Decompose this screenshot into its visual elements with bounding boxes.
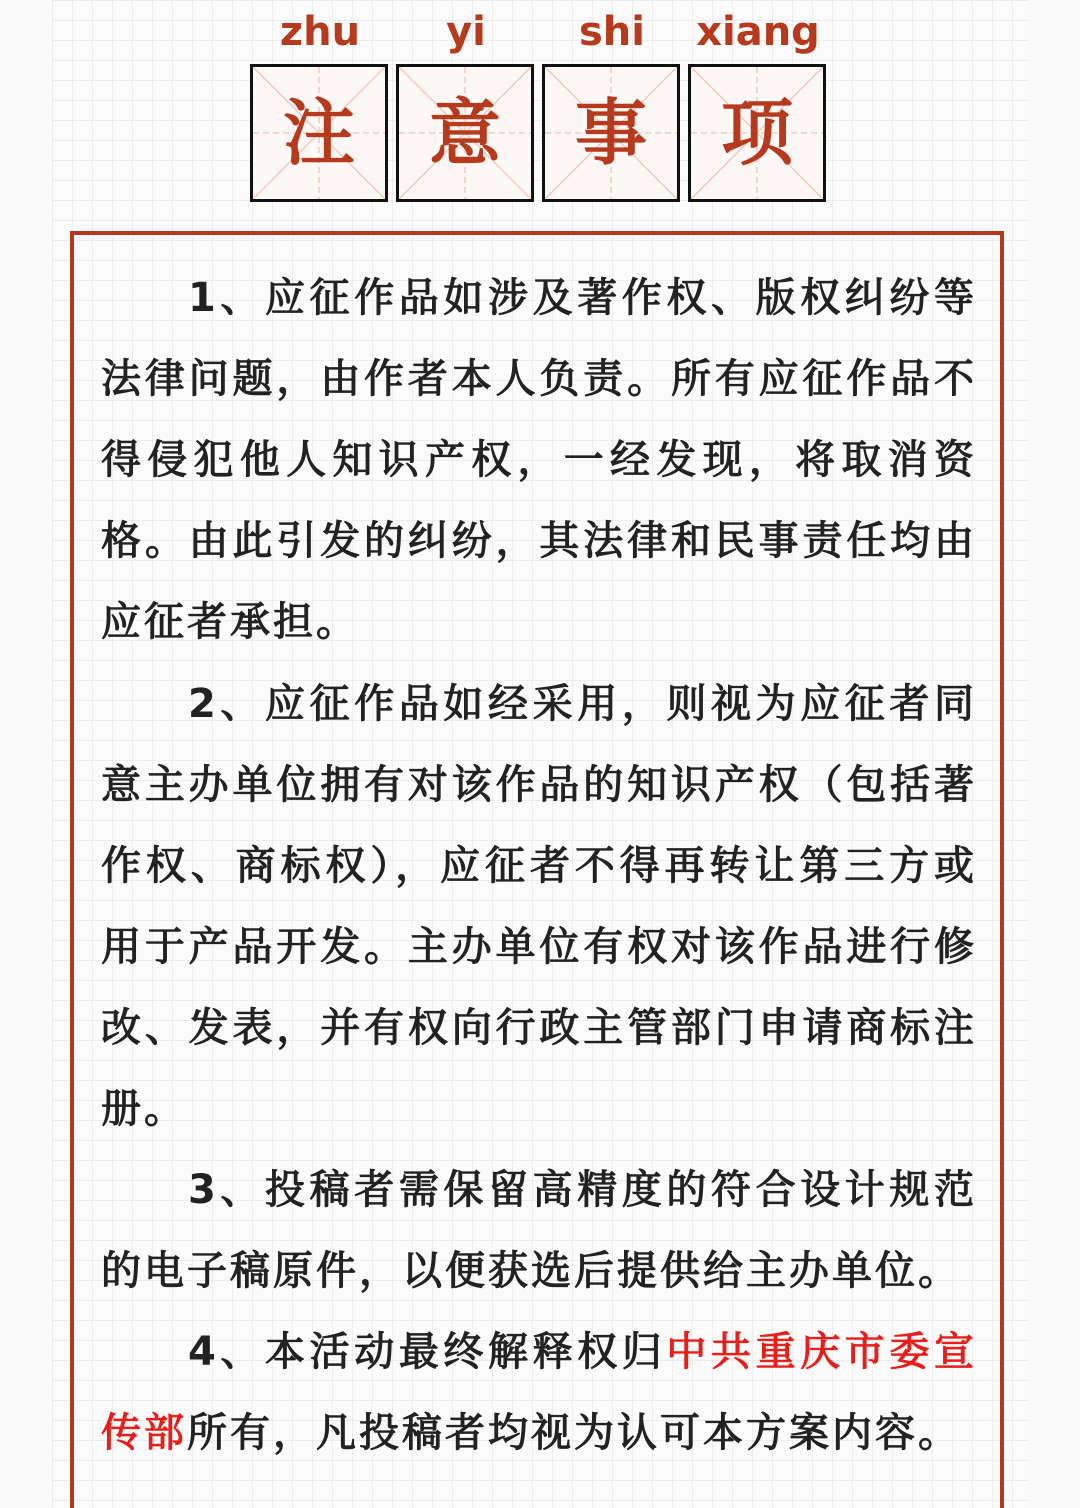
char-box-3 <box>542 64 680 202</box>
pinyin-2: yi <box>446 9 486 55</box>
organizer-highlight: 中共重庆市委宣传部 <box>101 1329 977 1456</box>
notice-item-1-text: 1、应征作品如涉及著作权、版权纠纷等法律问题，由作者本人负责。所有应征作品不得侵犯他人知识产权，一经发现，将取消资格。由此引发的纠纷，其法律和民事责任均由应征者承担。 <box>101 275 977 645</box>
notice-item-3 <box>101 1150 977 1312</box>
notice-item-3-text: 3、投稿者需保留高精度的符合设计规范的电子稿原件，以便获选后提供给主办单位。 <box>101 1167 977 1294</box>
notice-item-1 <box>101 258 977 663</box>
pinyin-1: zhu <box>279 9 361 55</box>
pinyin-row <box>250 4 830 60</box>
char-box-2 <box>396 64 534 202</box>
notice-item-4-text-before: 4、本活动最终解释权归 <box>188 1329 667 1375</box>
notice-item-2 <box>101 664 977 1150</box>
title-char-2: 意 <box>428 91 501 175</box>
title-char-1: 注 <box>282 91 355 175</box>
char-box-1 <box>250 64 388 202</box>
title-char-4: 项 <box>720 91 793 175</box>
char-box-4 <box>688 64 826 202</box>
title-char-3: 事 <box>574 91 647 175</box>
pinyin-4: xiang <box>696 9 820 55</box>
notice-item-4 <box>101 1312 977 1474</box>
notice-item-4-text-after: 所有，凡投稿者均视为认可本方案内容。 <box>187 1410 961 1456</box>
pinyin-3: shi <box>579 9 645 55</box>
title-char-boxes <box>250 64 830 202</box>
notice-item-2-text: 2、应征作品如经采用，则视为应征者同意主办单位拥有对该作品的知识产权（包括著作权、商标权），应征者不得再转让第三方或用于产品开发。主办单位有权对该作品进行修改、发表，并有权向行政主管部门申请商标注册。 <box>101 681 977 1132</box>
section-title <box>250 0 830 205</box>
